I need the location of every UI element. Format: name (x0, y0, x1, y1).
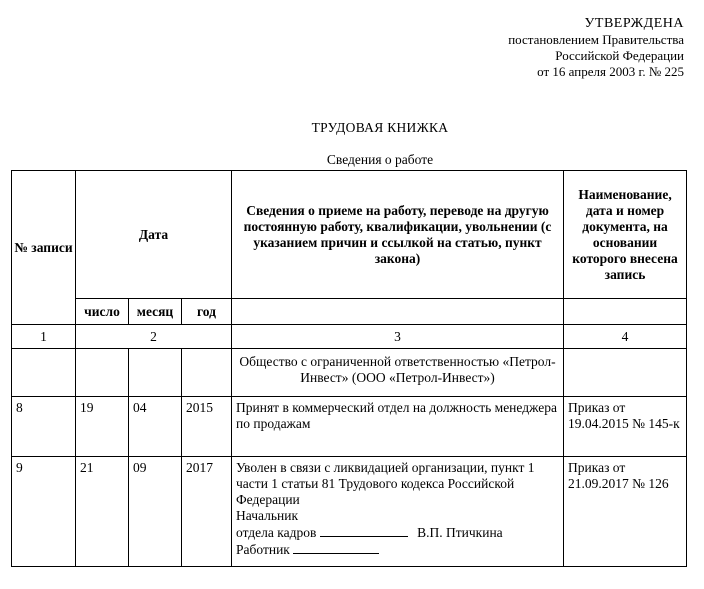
record-day: 19 (76, 397, 129, 457)
header-info: Сведения о приеме на работу, переводе на другую постоянную работу, квалификации, увольнении (с указанием причин и ссылкой на статью, пункт закона) (232, 171, 564, 299)
record-no: 9 (12, 457, 76, 567)
empty-cell (232, 299, 564, 325)
record-info: Принят в коммерческий отдел на должность менеджера по продажам (232, 397, 564, 457)
header-record-no: № записи (12, 171, 76, 325)
empty-cell (129, 349, 182, 397)
empty-cell (12, 349, 76, 397)
record-year: 2017 (182, 457, 232, 567)
subheader-row (12, 299, 687, 325)
column-number: 3 (232, 325, 564, 349)
record-no: 8 (12, 397, 76, 457)
empty-cell (564, 349, 687, 397)
worker-signature-blank (293, 541, 379, 554)
record-info: Уволен в связи с ликвидацией организации, пункт 1 части 1 статьи 81 Трудового кодекса Российской Федерации (236, 460, 535, 507)
header-row (12, 171, 687, 299)
signature-name: В.П. Птичкина (417, 525, 503, 540)
approval-line-3: от 16 апреля 2003 г. № 225 (537, 64, 684, 79)
empty-cell (76, 349, 129, 397)
approval-line-2: Российской Федерации (555, 48, 684, 63)
column-number: 1 (12, 325, 76, 349)
column-number: 2 (76, 325, 232, 349)
signature-line (236, 524, 559, 541)
record-month: 04 (129, 397, 182, 457)
record-document: Приказ от 19.04.2015 № 145-к (564, 397, 687, 457)
signature-position-line-1: Начальник (236, 508, 299, 523)
document-title: ТРУДОВАЯ КНИЖКА (311, 120, 449, 135)
table-row (12, 457, 687, 567)
record-year: 2015 (182, 397, 232, 457)
organization-name: Общество с ограниченной ответственностью «Петрол-Инвест» (ООО «Петрол-Инвест») (232, 349, 564, 397)
record-info-cell (232, 457, 564, 567)
column-number-row (12, 325, 687, 349)
record-month: 09 (129, 457, 182, 567)
approval-line-1: постановлением Правительства (508, 32, 684, 47)
header-date: Дата (76, 171, 232, 299)
record-day: 21 (76, 457, 129, 567)
record-document: Приказ от 21.09.2017 № 126 (564, 457, 687, 567)
signature-position-line-2: отдела кадров (236, 525, 317, 540)
empty-cell (182, 349, 232, 397)
worker-line (236, 541, 559, 558)
organization-row (12, 349, 687, 397)
header-day: число (76, 299, 129, 325)
column-number: 4 (564, 325, 687, 349)
document-subtitle: Сведения о работе (326, 152, 434, 167)
header-month: месяц (129, 299, 182, 325)
approval-heading: УТВЕРЖДЕНА (584, 16, 684, 31)
header-document: Наименование, дата и номер документа, на основании которого внесена запись (564, 171, 687, 299)
worker-label: Работник (236, 542, 290, 557)
header-year: год (182, 299, 232, 325)
work-record-table (11, 170, 687, 567)
table-row (12, 397, 687, 457)
approval-stamp (508, 16, 684, 80)
empty-cell (564, 299, 687, 325)
signature-blank (320, 524, 408, 537)
